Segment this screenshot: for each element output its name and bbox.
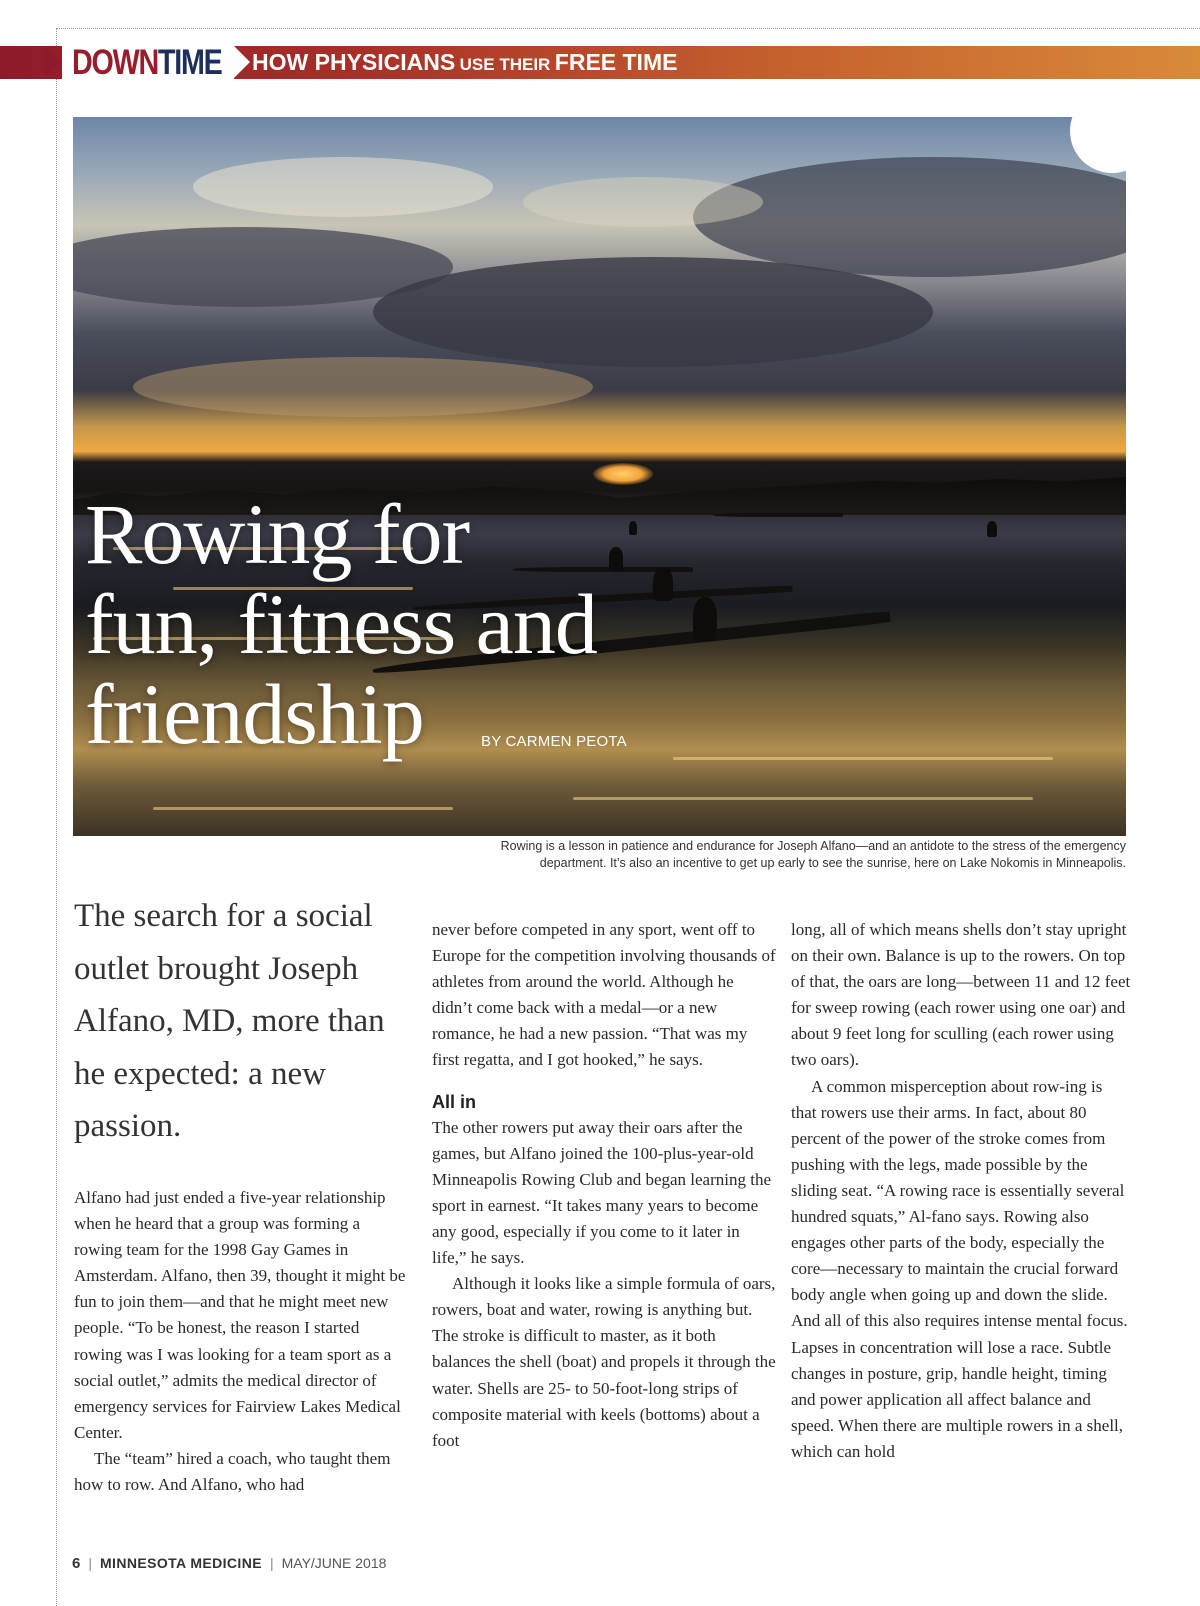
water-glint — [573, 797, 1033, 800]
body-paragraph: A common misperception about row-ing is that rowers use their arms. In fact, about 80 percent of the power of the stroke comes from pushing with the legs, made possible by the sliding seat. “A rowing race is essentially several hundred squats,” Al-fano says. Rowing also engages other parts of the body, especially the core—necessary to maintain the crucial forward body angle when going up and down the slide. And all of this also requires intense mental focus. Lapses in concentration will lose a race. Subtle changes in posture, grip, handle height, timing and power application all affect balance and speed. When there are multiple rowers in a shell, which can hold — [791, 1076, 1128, 1461]
body-column-1 — [74, 1185, 410, 1498]
rower — [987, 521, 997, 537]
water-glint — [153, 807, 453, 810]
article-title-line-1: Rowing for — [85, 486, 470, 582]
magazine-name: MINNESOTA MEDICINE — [99, 1555, 262, 1571]
section-title-down: DOWN — [72, 43, 158, 82]
section-header-arrow — [234, 46, 250, 78]
body-paragraph: long, all of which means shells don’t stay upright on their own. Balance is up to the rowers. On top of that, the oars are long—between 11 and 12 feet for sweep rowing (each rower using one oar) and about 9 feet long for sculling (each rower using two oars). — [791, 920, 1131, 1070]
photo-caption-line-1: Rowing is a lesson in patience and endurance for Joseph Alfano—and an antidote to the stress of the emergency — [500, 839, 1126, 853]
photo-caption-line-2: department. It’s also an incentive to get up early to see the sunrise, here on Lake Nokomis in Minneapolis. — [539, 855, 1126, 870]
top-margin-rule — [56, 28, 1200, 29]
page-number: 6 — [72, 1555, 81, 1572]
cloud — [693, 157, 1126, 277]
subhead-all-in: All in — [432, 1091, 476, 1112]
tagline-use-their: USE THEIR — [459, 55, 551, 74]
tagline-how-physicians: HOW PHYSICIANS — [252, 49, 456, 75]
article-lede: The search for a social outlet brought Joseph Alfano, MD, more than he expected: a new passion. — [74, 898, 385, 1144]
body-paragraph: The “team” hired a coach, who taught them how to row. And Alfano, who had — [74, 1448, 391, 1495]
body-paragraph: Although it looks like a simple formula of oars, rowers, boat and water, rowing is anything but. The stroke is difficult to master, as it both balances the shell (boat) and propels it through the water. Shells are 25- to 50-foot-long strips of composite material with keels (bottoms) about a foot — [432, 1274, 776, 1450]
hero-photo — [73, 117, 1126, 836]
section-header-left-tab — [44, 46, 62, 78]
body-paragraph: never before competed in any sport, went off to Europe for the competition involving thousands of athletes from around the world. Although he didn’t come back with a medal—or a new romance, he had a new passion. “That was my first regatta, and I got hooked,” he says. — [432, 920, 776, 1070]
section-title — [72, 44, 222, 81]
issue-date: MAY/JUNE 2018 — [281, 1555, 387, 1571]
footer-divider: | — [88, 1555, 92, 1571]
section-title-time: TIME — [157, 43, 222, 82]
water-glint — [673, 757, 1053, 760]
article-title-line-2: fun, fitness and — [85, 576, 597, 672]
article-title — [85, 486, 705, 762]
cloud — [193, 157, 493, 217]
article-title-line-3: friendship — [85, 666, 424, 762]
rowing-shell — [713, 513, 843, 517]
tagline-free-time: FREE TIME — [554, 49, 678, 75]
body-column-3 — [791, 917, 1131, 1465]
left-margin-rule — [56, 28, 57, 1606]
body-paragraph: Alfano had just ended a five-year relationship when he heard that a group was forming a rowing team for the 1998 Gay Games in Amsterdam. Alfano, then 39, thought it might be fun to join them—and that he might meet new people. “To be honest, the reason I started rowing was I was looking for a team sport as a social outlet,” admits the medical director of emergency services for Fairview Lakes Medical Center. — [74, 1188, 406, 1442]
page-footer — [72, 1552, 386, 1574]
article-byline: BY CARMEN PEOTA — [481, 733, 627, 750]
body-paragraph: The other rowers put away their oars after the games, but Alfano joined the 100-plus-year-old Minneapolis Rowing Club and began learning the sport in earnest. “It takes many years to become any good, especially if you come to it later in life,” he says. — [432, 1117, 771, 1268]
cloud — [133, 357, 593, 417]
body-column-2 — [432, 917, 776, 1454]
section-tagline — [252, 46, 677, 79]
sun — [593, 463, 653, 485]
footer-divider: | — [269, 1555, 274, 1571]
photo-caption — [380, 838, 1126, 871]
cloud — [523, 177, 763, 227]
cloud — [373, 257, 933, 367]
